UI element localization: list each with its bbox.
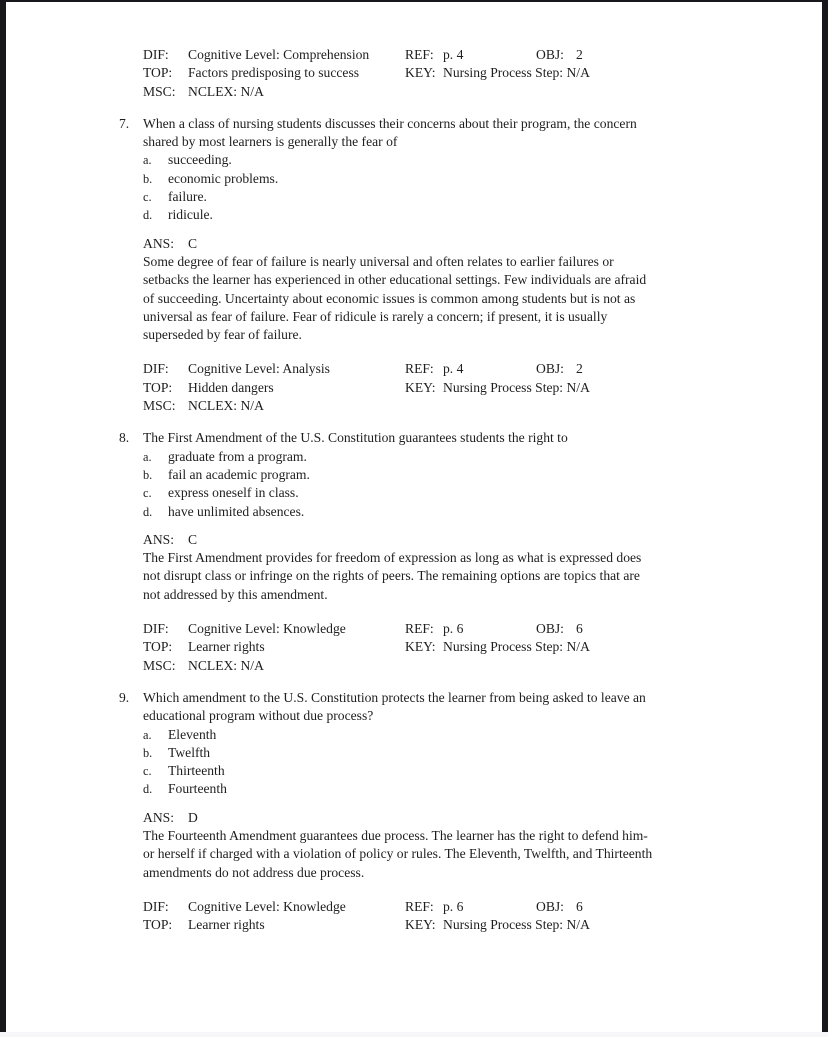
top-label: TOP: bbox=[143, 639, 173, 655]
dif-label: DIF: bbox=[143, 361, 169, 377]
option-letter: d. bbox=[143, 504, 153, 519]
question-number: 9. bbox=[119, 689, 130, 705]
answer-value: C bbox=[188, 235, 198, 251]
rationale-line: not addressed by this amendment. bbox=[143, 586, 328, 602]
obj-value: 2 bbox=[576, 361, 583, 377]
option-b bbox=[143, 744, 803, 762]
answer-value: C bbox=[188, 531, 198, 547]
question-text-line: educational program without due process? bbox=[143, 708, 374, 724]
msc-value: NCLEX: N/A bbox=[188, 83, 264, 99]
question-number: 7. bbox=[119, 115, 130, 131]
dif-value: Cognitive Level: Analysis bbox=[188, 361, 330, 377]
question-7 bbox=[119, 115, 803, 225]
ref-value: p. 6 bbox=[443, 898, 464, 914]
option-a bbox=[143, 726, 803, 744]
question-9 bbox=[119, 689, 803, 799]
option-d bbox=[143, 206, 803, 224]
rationale-line: setbacks the learner has experienced in other educational settings. Few individuals are afraid bbox=[143, 272, 647, 288]
option-text: graduate from a program. bbox=[168, 448, 307, 464]
dif-value: Cognitive Level: Knowledge bbox=[188, 898, 346, 914]
question-8 bbox=[119, 429, 803, 520]
ans-label: ANS: bbox=[143, 809, 174, 825]
obj-value: 6 bbox=[576, 898, 583, 914]
option-c bbox=[143, 188, 803, 206]
msc-value: NCLEX: N/A bbox=[188, 657, 264, 673]
question-text-line: When a class of nursing students discusses their concerns about their program, the concern bbox=[143, 115, 637, 131]
meta-row-dif bbox=[143, 620, 803, 638]
option-letter: c. bbox=[143, 190, 152, 205]
question-text-line: shared by most learners is generally the fear of bbox=[143, 134, 398, 150]
rationale-line: superseded by fear of failure. bbox=[143, 327, 302, 343]
answer-block bbox=[143, 235, 803, 345]
obj-label: OBJ: bbox=[536, 621, 564, 637]
ref-value: p. 4 bbox=[443, 47, 464, 62]
rationale-line: amendments do not address due process. bbox=[143, 864, 365, 880]
rationale-line: or herself if charged with a violation of policy or rules. The Eleventh, Twelfth, and Thirteenth bbox=[143, 846, 653, 862]
option-text: Fourteenth bbox=[168, 781, 227, 797]
option-text: Twelfth bbox=[168, 744, 211, 760]
msc-label: MSC: bbox=[143, 83, 176, 99]
option-c bbox=[143, 762, 803, 780]
answer-row bbox=[143, 531, 803, 549]
option-letter: a. bbox=[143, 449, 152, 464]
option-d bbox=[143, 503, 803, 521]
ans-label: ANS: bbox=[143, 235, 174, 251]
option-letter: d. bbox=[143, 208, 153, 223]
key-value: Nursing Process Step: N/A bbox=[443, 65, 590, 81]
rationale-line: The Fourteenth Amendment guarantees due process. The learner has the right to defend him- bbox=[143, 827, 648, 843]
top-value: Learner rights bbox=[188, 917, 265, 933]
answer-row bbox=[143, 235, 803, 253]
page-bottom-strip bbox=[0, 1032, 828, 1037]
option-text: express oneself in class. bbox=[168, 485, 299, 501]
meta-row-top bbox=[143, 379, 803, 397]
dif-value: Cognitive Level: Comprehension bbox=[188, 47, 370, 62]
option-b bbox=[143, 170, 803, 188]
meta-block bbox=[143, 360, 803, 415]
option-letter: a. bbox=[143, 153, 152, 168]
msc-label: MSC: bbox=[143, 657, 176, 673]
msc-label: MSC: bbox=[143, 398, 176, 414]
ref-label: REF: bbox=[405, 898, 434, 914]
top-value: Hidden dangers bbox=[188, 379, 274, 395]
rationale-line: Some degree of fear of failure is nearly universal and often relates to earlier failures or bbox=[143, 253, 614, 269]
option-letter: a. bbox=[143, 727, 152, 742]
option-c bbox=[143, 484, 803, 502]
answer-row bbox=[143, 809, 803, 827]
meta-block bbox=[143, 46, 803, 101]
option-a bbox=[143, 448, 803, 466]
top-label: TOP: bbox=[143, 917, 173, 933]
ref-label: REF: bbox=[405, 361, 434, 377]
question-text-line: Which amendment to the U.S. Constitution protects the learner from being asked to leave an bbox=[143, 689, 646, 705]
answer-value: D bbox=[188, 809, 198, 825]
meta-row-top bbox=[143, 916, 803, 934]
meta-row-dif bbox=[143, 898, 803, 916]
ref-label: REF: bbox=[405, 621, 434, 637]
page-frame-top bbox=[0, 0, 828, 2]
answer-block bbox=[143, 809, 803, 882]
rationale-line: The First Amendment provides for freedom of expression as long as what is expressed does bbox=[143, 550, 642, 566]
msc-value: NCLEX: N/A bbox=[188, 398, 264, 414]
obj-value: 2 bbox=[576, 47, 583, 62]
meta-row-msc bbox=[143, 397, 803, 415]
meta-row-dif bbox=[143, 46, 803, 64]
option-letter: b. bbox=[143, 467, 153, 482]
option-letter: b. bbox=[143, 745, 153, 760]
key-value: Nursing Process Step: N/A bbox=[443, 917, 590, 933]
obj-label: OBJ: bbox=[536, 361, 564, 377]
rationale-line: universal as fear of failure. Fear of ridicule is rarely a concern; if present, it is usually bbox=[143, 308, 608, 324]
dif-label: DIF: bbox=[143, 47, 169, 62]
question-text-line: The First Amendment of the U.S. Constitution guarantees students the right to bbox=[143, 430, 568, 446]
obj-label: OBJ: bbox=[536, 47, 564, 62]
key-label: KEY: bbox=[405, 65, 436, 81]
top-label: TOP: bbox=[143, 65, 173, 81]
option-text: failure. bbox=[168, 189, 207, 205]
page-frame-right bbox=[822, 0, 828, 1032]
meta-row-top bbox=[143, 638, 803, 656]
rationale-line: of succeeding. Uncertainty about economic issues is common among students but is not as bbox=[143, 290, 636, 306]
top-label: TOP: bbox=[143, 379, 173, 395]
option-a bbox=[143, 151, 803, 169]
meta-row-dif bbox=[143, 360, 803, 378]
page-frame-left bbox=[0, 0, 6, 1032]
option-d bbox=[143, 780, 803, 798]
option-text: economic problems. bbox=[168, 170, 279, 186]
document-page bbox=[119, 46, 803, 934]
option-letter: b. bbox=[143, 171, 153, 186]
option-letter: d. bbox=[143, 782, 153, 797]
top-value: Factors predisposing to success bbox=[188, 65, 360, 81]
option-letter: c. bbox=[143, 486, 152, 501]
top-value: Learner rights bbox=[188, 639, 265, 655]
option-text: fail an academic program. bbox=[168, 466, 310, 482]
ref-value: p. 6 bbox=[443, 621, 464, 637]
option-text: have unlimited absences. bbox=[168, 503, 305, 519]
meta-row-msc bbox=[143, 657, 803, 675]
option-text: succeeding. bbox=[168, 152, 232, 168]
option-letter: c. bbox=[143, 764, 152, 779]
rationale-line: not disrupt class or infringe on the rights of peers. The remaining options are topics that are bbox=[143, 568, 640, 584]
dif-label: DIF: bbox=[143, 621, 169, 637]
option-text: ridicule. bbox=[168, 207, 213, 223]
option-b bbox=[143, 466, 803, 484]
option-text: Thirteenth bbox=[168, 763, 225, 779]
key-value: Nursing Process Step: N/A bbox=[443, 639, 590, 655]
ref-label: REF: bbox=[405, 47, 434, 62]
ref-value: p. 4 bbox=[443, 361, 464, 377]
ans-label: ANS: bbox=[143, 531, 174, 547]
option-text: Eleventh bbox=[168, 726, 217, 742]
answer-block bbox=[143, 531, 803, 604]
dif-label: DIF: bbox=[143, 898, 169, 914]
meta-row-top bbox=[143, 64, 803, 82]
meta-block bbox=[143, 898, 803, 935]
key-label: KEY: bbox=[405, 639, 436, 655]
obj-label: OBJ: bbox=[536, 898, 564, 914]
dif-value: Cognitive Level: Knowledge bbox=[188, 621, 346, 637]
question-number: 8. bbox=[119, 430, 130, 446]
key-label: KEY: bbox=[405, 379, 436, 395]
meta-row-msc bbox=[143, 83, 803, 101]
key-label: KEY: bbox=[405, 917, 436, 933]
meta-block bbox=[143, 620, 803, 675]
obj-value: 6 bbox=[576, 621, 583, 637]
key-value: Nursing Process Step: N/A bbox=[443, 379, 590, 395]
